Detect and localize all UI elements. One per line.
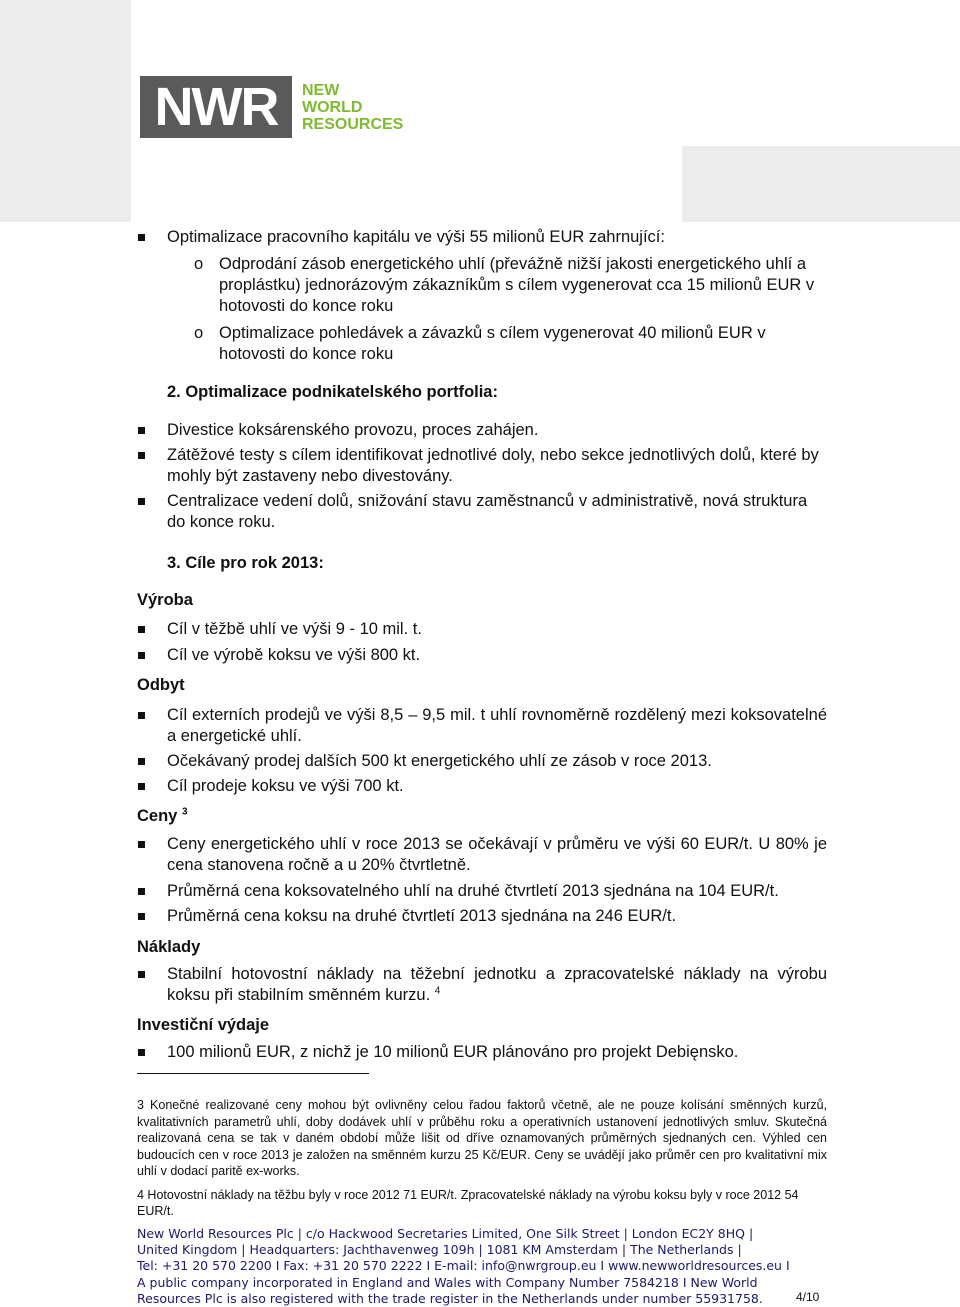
bullet-coke-sales: Cíl prodeje koksu ve výši 700 kt. [137,776,827,797]
bullet-divestment: Divestice koksárenského provozu, proces zahájen. [137,420,827,441]
bullet-coal-target: Cíl v těžbě uhlí ve výši 9 - 10 mil. t. [137,619,827,640]
heading-naklady: Náklady [137,938,201,956]
footer-line: Tel: +31 20 570 2200 I Fax: +31 20 570 2222 I E-mail: info@nwrgroup.eu I www.newworldresources.eu I [137,1258,790,1274]
footnote-separator [137,1073,369,1074]
logo-words [302,82,403,133]
footnote-3: 3 Konečné realizované ceny mohou být ovlivněny celou řadou faktorů včetně, ale ne pouze kolísání směnných kurzů, kvalitativních parametrů uhlí, doby dodávek uhlí v průběhu roku a operativních ustanovení jednotlivých smluv. Skutečná realizovaná cena se tak v daném období může lišit od dříve oznamovaných průměrných sjednaných cen. Výhled cen budoucích cen v roce 2013 je založen na směnném kurzu 25 Kč/EUR. Ceny se uvádějí jako průměr cen pro kvalitativní mix uhlí v dodací paritě ex-works. [137,1098,827,1178]
footer-line: A public company incorporated in England and Wales with Company Number 7584218 I New World [137,1274,758,1290]
footer-line: New World Resources Plc | c/o Hackwood Secretaries Limited, One Silk Street | London EC2Y 8HQ | [137,1226,754,1241]
bullet-expected-sales: Očekávaný prodej dalších 500 kt energetického uhlí ze zásob v roce 2013. [137,751,827,772]
main-content [137,223,827,1063]
footnote-4: 4 Hotovostní náklady na těžbu byly v roce 2012 71 EUR/t. Zpracovatelské náklady na výrobu koksu byly v roce 2012 54 EUR/t. [137,1187,799,1218]
sub-item-receivables [137,323,827,365]
heading-odbyt: Odbyt [137,676,185,694]
bullet-working-capital: Optimalizace pracovního kapitálu ve výši 55 milionů EUR zahrnující: [137,227,827,248]
heading-investice: Investiční výdaje [137,1016,270,1034]
footnotes [137,1097,827,1220]
heading-targets-2013: 3. Cíle pro rok 2013: [167,553,324,572]
bullet-capex: 100 milionů EUR, z nichž je 10 milionů EUR plánováno pro projekt Debięnsko. [137,1042,827,1063]
bullet-cash-costs [137,964,827,1006]
footer-line: Resources Plc is also registered with the trade register in the Netherlands under number 55931758. [137,1290,763,1306]
footer-line: United Kingdom | Headquarters: Jachthavenweg 109h | 1081 KM Amsterdam | The Netherlands | [137,1242,742,1258]
sub-item-inventory [137,254,827,317]
logo-word-world: WORLD [302,98,363,116]
logo-letters: NWR [154,77,278,137]
bullet-external-sales: Cíl externích prodejů ve výši 8,5 – 9,5 mil. t uhlí rovnoměrně rozdělený mezi koksovatelné a energetické uhlí. [137,705,827,747]
bullet-thermal-prices: Ceny energetického uhlí v roce 2013 se očekávají v průměru ve výši 60 EUR/t. U 80% je cena stanovena ročně a u 20% čtvrtletně. [137,834,827,876]
bullet-coke-price: Průměrná cena koksu na druhé čtvrtletí 2013 sjednána na 246 EUR/t. [137,906,827,927]
heading-ceny [137,806,827,827]
sub-marker: o [194,255,204,273]
bullet-cash-costs-text: Stabilní hotovostní náklady na těžební jednotku a zpracovatelské náklady na výrobu koksu při stabilním směnném kurzu. [167,965,827,1004]
footnote-ref-3: 3 [181,806,188,818]
bullet-coking-price: Průměrná cena koksovatelného uhlí na druhé čtvrtletí 2013 sjednána na 104 EUR/t. [137,881,827,902]
heading-portfolio: 2. Optimalizace podnikatelského portfolia: [167,383,498,401]
page-number: 4/10 [796,1290,820,1304]
sub-item-text: Odprodání zásob energetického uhlí (převážně nižší jakosti energetického uhlí a proplástku) jednorázovým zákazníkům s cílem vygenerovat cca 15 milionů EUR v hotovosti do konce roku [219,255,815,315]
sub-item-text: Optimalizace pohledávek a závazků s cílem vygenerovat 40 milionů EUR v hotovosti do konce roku [219,324,766,363]
heading-vyroba: Výroba [137,591,193,609]
logo-box [140,76,292,138]
bullet-coke-target: Cíl ve výrobě koksu ve výši 800 kt. [137,645,827,666]
nwr-logo [140,76,403,138]
sub-marker: o [194,324,204,342]
header-gray-block-left [0,0,131,222]
heading-ceny-text: Ceny [137,807,178,825]
bullet-stress-tests: Zátěžové testy s cílem identifikovat jednotlivé doly, nebo sekce jednotlivých dolů, které by mohly být zastaveny nebo divestovány. [137,445,827,487]
footnote-ref-4: 4 [434,985,441,997]
logo-word-new: NEW [302,81,340,99]
page-footer [137,1226,837,1307]
header-gray-block-right [682,146,960,222]
logo-word-resources: RESOURCES [302,115,404,133]
bullet-centralization: Centralizace vedení dolů, snižování stavu zaměstnanců v administrativě, nová struktura do konce roku. [137,491,827,533]
